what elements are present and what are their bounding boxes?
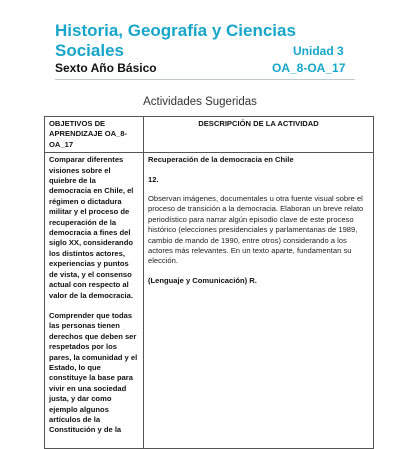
objectives-header: OBJETIVOS DE APRENDIZAJE OA_8-OA_17 bbox=[45, 117, 144, 153]
description-header: DESCRIPCIÓN DE LA ACTIVIDAD bbox=[144, 117, 374, 153]
grade-label: Sexto Año Básico bbox=[55, 61, 157, 75]
activity-body: Observan imágenes, documentales u otra fuente visual sobre el proceso de transición a la democracia. Elaboran un breve relato periodístico para narrar algún episodio clave de este proceso histórico (elecciones presidenciales y parlamentarias de 1989, cambio de mando de 1990, entre otros) considerando a los actores más relevantes. En un texto aparte, fundamentan su elección. bbox=[148, 194, 364, 266]
document-title: Historia, Geografía y Ciencias Sociales bbox=[55, 21, 296, 60]
objectives-cell bbox=[45, 153, 144, 449]
section-title: Actividades Sugeridas bbox=[143, 96, 257, 108]
activity-number: 12. bbox=[148, 174, 159, 184]
unit-label: Unidad 3 bbox=[293, 44, 344, 58]
oa-range-label: OA_8-OA_17 bbox=[272, 61, 346, 75]
activity-title: Recuperación de la democracia en Chile bbox=[148, 155, 294, 165]
table-row bbox=[45, 153, 374, 449]
description-cell bbox=[144, 153, 374, 449]
activities-table bbox=[44, 116, 374, 449]
objective-text: Comparar diferentes visiones sobre el quiebre de la democracia en Chile, el régimen o dictadura militar y el proceso de recuperación de la democracia a fines del siglo XX, considerando los distintos actores, experiencias y puntos de vista, y el consenso actual con respecto al valor de la democracia. bbox=[49, 155, 134, 300]
table-header-row bbox=[45, 117, 374, 153]
header-divider bbox=[55, 79, 355, 80]
activity-integration: (Lenguaje y Comunicación) R. bbox=[148, 275, 257, 285]
objective-text: Comprender que todas las personas tienen derechos que deben ser respetados por los pares, la comunidad y el Estado, lo que constituye la base para vivir en una sociedad justa, y dar como ejemplo algunos artículos de la Constitución y de la bbox=[49, 310, 138, 435]
